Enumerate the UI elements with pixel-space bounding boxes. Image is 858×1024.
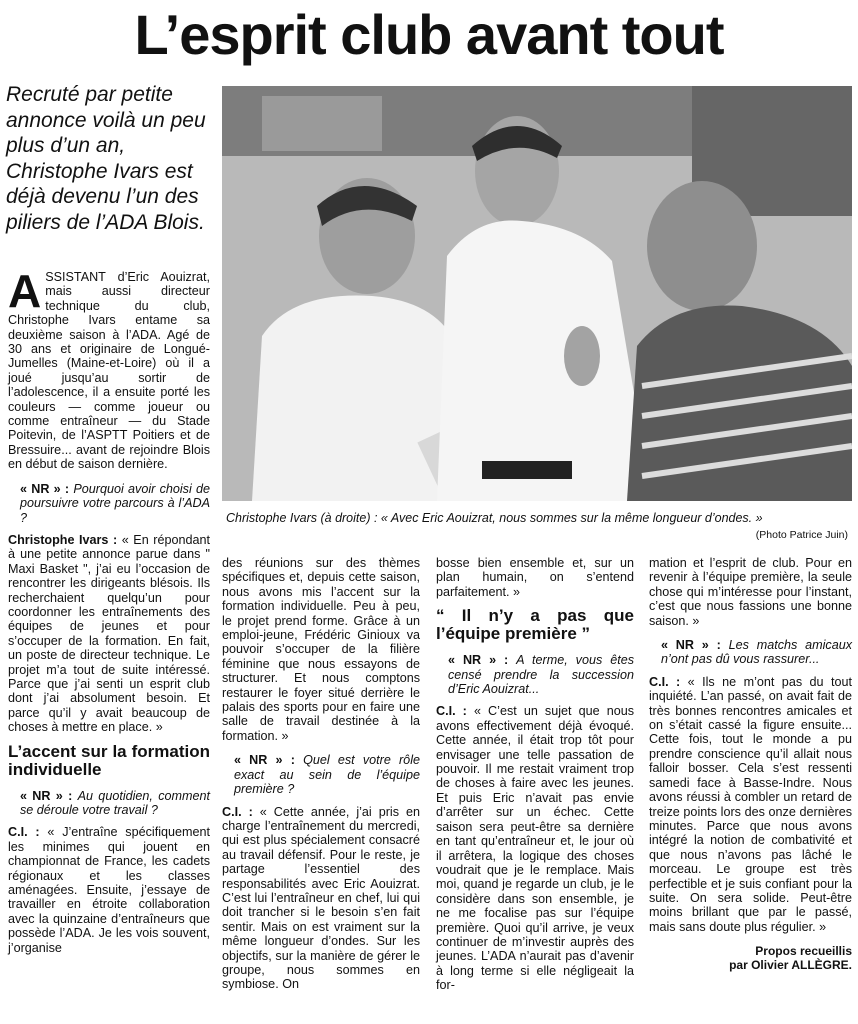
answer-3 xyxy=(222,805,420,992)
answer-2-text: « J’entraîne spécifiquement les minimes qui jouent en championnat de France, les cadets régionaux et les classes aménagées. Ensuite, j’essaye de travailler en étroite collaboration avec la quinzaine d’entraîneurs que possède l’ADA. Je les vois souvent, j’organise xyxy=(8,825,210,955)
answer-1-text: « En répondant à une petite annonce parue dans " Maxi Basket ", j’ai eu l’occasion de rencontrer les dirigeants blésois. Ils recherchaient quelqu’un pour coordonner les entraînements des équipes de jeunes et pour s’occuper de la formation. En fait, un poste de directeur technique. Le projet m’a tout de suite intéressé. Parce que j’ai senti un esprit club dont j’ai absolument besoin. Et parce qu’il y avait beaucoup de choses à mettre en place. » xyxy=(8,532,210,735)
question-3-text: Quel est votre rôle exact au sein de l’équipe première ? xyxy=(234,753,420,797)
answer-4-text: « C’est un sujet que nous avons effectivement déjà évoqué. Cette année, il était trop tôt pour envisager une telle passation de pouvoir. Il me restait vraiment trop de choses à faire avec les jeunes. Et puis Eric n’avait pas envie d’arrêter sur un échec. Cette saison sera peut-être sa dernière en tant qu’entraîneur et, le jour où il arrêtera, la logique des choses voudrait que je le remplace. Mais moi, quand je regarde un club, je le considère dans son ensemble, je ne me focalise pas sur l’équipe première. Quoi qu’il arrive, je veux continuer de m’investir auprès des jeunes. L’ADA n’aurait pas d’avenir à long terme si elle négligeait la for- xyxy=(436,704,635,993)
byline-line-1: Propos recueillis xyxy=(755,944,852,959)
question-4-marker: « NR » : xyxy=(448,653,509,668)
headline: L’esprit club avant tout xyxy=(134,3,724,66)
intro-paragraph xyxy=(8,265,210,472)
byline-line-2: par Olivier ALLÈGRE. xyxy=(729,958,852,973)
question-2-text: Au quotidien, comment se déroule votre travail ? xyxy=(20,788,211,817)
answer-3-text: « Cette année, j’ai pris en charge l’entraînement du mercredi, qui est plus spécialement consacré au travail défensif. Pour le reste, je partage l’essentiel des responsabilités avec Eric Aouizrat. C’est lui l’entraîneur en chef, lui qui doit trancher si le besoin s’en fait sentir. Mais on est vraiment sur la même longueur d’ondes. Sur les objectifs, sur la manière de gérer le groupe, nous sommes en symbiose. On xyxy=(222,804,420,992)
answer-4-continued: mation et l’esprit de club. Pour en revenir à l’équipe première, la seule chose qui m’intéresse pour l’instant, c’est que nous fassions une bonne saison. » xyxy=(649,556,852,628)
intro-text: SSISTANT d’Eric Aouizrat, mais aussi directeur technique du club, Christophe Ivars entame sa deuxième saison à l’ADA. Agé de 30 ans et originaire de Longué-Jumelles (Maine-et-Loire) où il a joué jusqu’au sortir de l’adolescence, il a ensuite porté les couleurs — comme joueur ou comme entraîneur — du Stade Poitevin, de l’ASPTT Poitiers et de Bressuire... avant de rejoindre Blois en début de saison dernière. xyxy=(8,270,210,472)
article-photo xyxy=(222,86,852,501)
photo-credit: (Photo Patrice Juin) xyxy=(755,529,848,541)
question-2 xyxy=(20,789,210,818)
question-1-text: Pourquoi avoir choisi de poursuivre votre parcours à l’ADA ? xyxy=(20,481,211,525)
answer-5-text: « Ils ne m’ont pas du tout inquiété. L’an passé, on avait fait de très bonnes rencontres amicales et on s’était cassé la figure ensuite... Cette fois, tout le monde a pu prendre conscience qu’il allait nous falloir bosser. Cela s’est ressenti samedi face à Basse-Indre. Nous avons réussi à combler un retard de treize points lors des onze dernières minutes. Parce que nous avons intégré la notion de combativité et que nous n’avons pas lâché le morceau. Le groupe est très perfectible et je suis confiant pour la suite. On sera solide. Peut-être moins brillant que par le passé, mais sans doute plus régulier. » xyxy=(649,674,852,934)
answer-2-continued: des réunions sur des thèmes spécifiques et, depuis cette saison, nous avons mis l’accent sur la formation individuelle. Peu à peu, le projet prend forme. Grâce à un emploi-jeune, Frédéric Ginioux va pouvoir s’occuper de la filière féminine que nous essayons de structurer. Et nous comptons restaurer le foyer situé derrière le palais des sports pour en faire une salle de travail destinée à la formation. » xyxy=(222,556,420,743)
question-5 xyxy=(661,638,852,667)
standfirst: Recruté par petite annonce voilà un peu plus d’un an, Christophe Ivars est déjà devenu l’un des piliers de l’ADA Blois. xyxy=(6,83,206,234)
photo-caption: Christophe Ivars (à droite) : « Avec Eric Aouizrat, nous sommes sur la même longueur d’ondes. » xyxy=(226,511,763,525)
question-3-marker: « NR » : xyxy=(234,753,295,768)
question-2-marker: « NR » : xyxy=(20,788,73,803)
answer-4-lead: C.I. : xyxy=(436,704,467,719)
column-2 xyxy=(222,556,420,1000)
answer-1 xyxy=(8,533,210,735)
subhead-1: L’accent sur la formation individuelle xyxy=(8,741,210,779)
answer-2-lead: C.I. : xyxy=(8,825,40,840)
drop-cap: A xyxy=(8,265,42,317)
subhead-2: “ Il n’y a pas que l’équipe première ” xyxy=(436,606,634,644)
question-3 xyxy=(234,753,420,796)
question-1-marker: « NR » : xyxy=(20,481,70,496)
question-5-marker: « NR » : xyxy=(661,638,721,653)
answer-5-lead: C.I. : xyxy=(649,674,681,689)
column-3 xyxy=(436,556,634,1001)
answer-4 xyxy=(436,704,634,992)
question-5-text: Les matchs amicaux n’ont pas dû vous rassurer... xyxy=(661,638,853,667)
question-4 xyxy=(448,653,634,696)
column-1 xyxy=(8,265,211,963)
column-4 xyxy=(649,556,852,972)
answer-5 xyxy=(649,675,852,934)
question-1 xyxy=(20,482,210,525)
answer-3-continued: bosse bien ensemble et, sur un plan humain, on s’entend parfaitement. » xyxy=(436,556,634,599)
answer-2 xyxy=(8,825,210,955)
answer-3-lead: C.I. : xyxy=(222,804,253,819)
question-4-text: A terme, vous êtes censé prendre la succession d’Eric Aouizrat... xyxy=(448,653,635,697)
answer-1-lead: Christophe Ivars : xyxy=(8,532,118,547)
byline xyxy=(649,944,852,972)
